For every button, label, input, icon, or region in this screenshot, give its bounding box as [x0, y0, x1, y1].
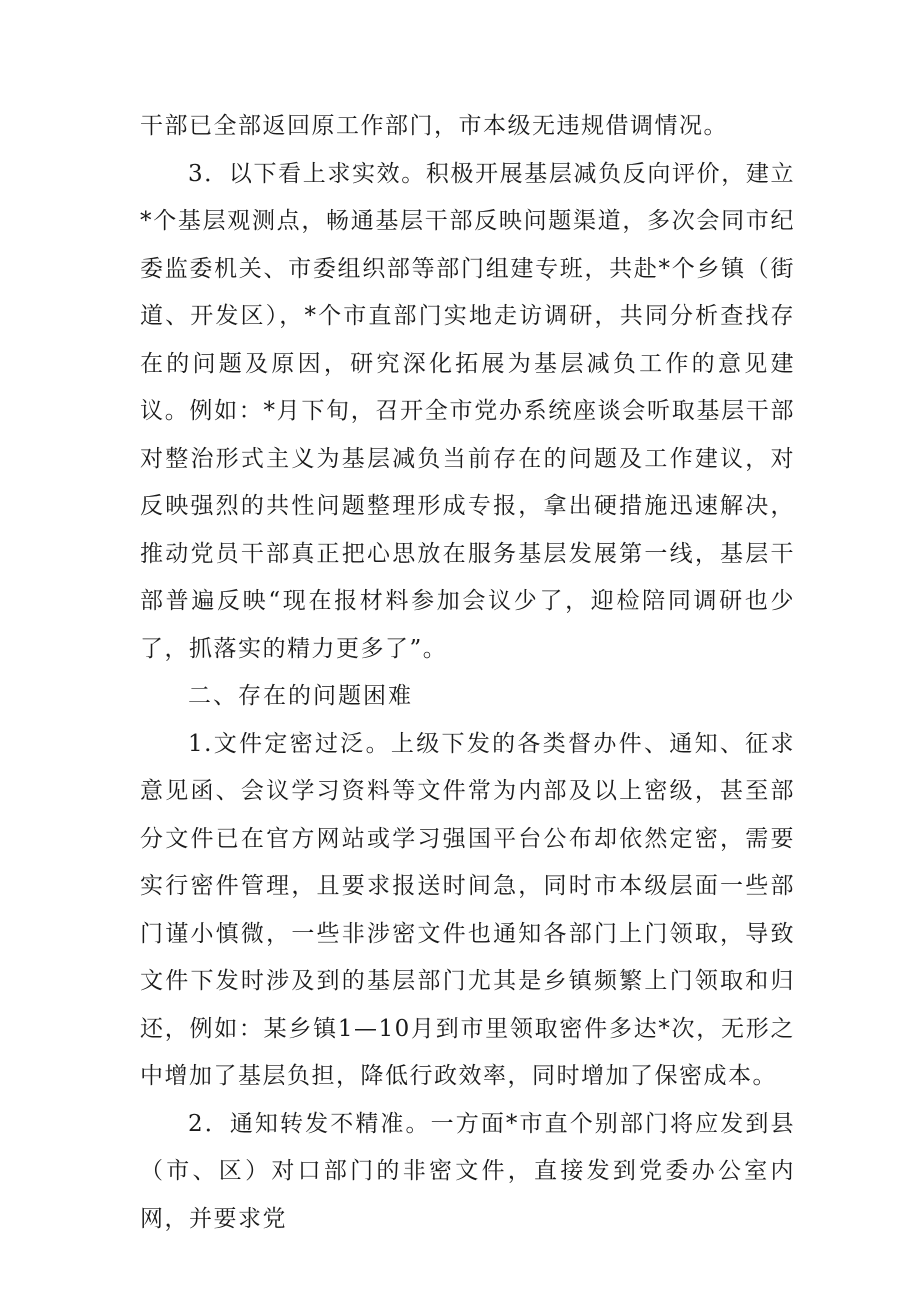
paragraph-continuation: 干部已全部返回原工作部门，市本级无违规借调情况。 [140, 113, 728, 139]
section-heading-problems: 二、存在的问题困难 [188, 683, 413, 709]
paragraph-problem-1: 1.文件定密过泛。上级下发的各类督办件、通知、征求意见函、会议学习资料等文件常为内部及以上密级，甚至部分文件已在官方网站或学习强国平台公布却依然定密，需要实行密件管理，且要求报送时间急，同时市本级层面一些部门谨小慎微，一些非涉密文件也通知各部门上门领取，导致文件下发时涉及到的基层部门尤其是乡镇频繁上门领取和归还，例如：某乡镇1—10月到市里领取密件多达*次，无形之中增加了基层负担，降低行政效率，同时增加了保密成本。 [140, 730, 795, 1089]
paragraph-problem-2: 2．通知转发不精准。一方面*市直个别部门将应发到县（市、区）对口部门的非密文件，直接发到党委办公室内网，并要求党 [140, 1110, 795, 1232]
paragraph-item-3: 3．以下看上求实效。积极开展基层减负反向评价，建立*个基层观测点，畅通基层干部反映问题渠道，多次会同市纪委监委机关、市委组织部等部门组建专班，共赴*个乡镇（街道、开发区），*个市直部门实地走访调研，共同分析查找存在的问题及原因，研究深化拓展为基层减负工作的意见建议。例如：*月下旬，召开全市党办系统座谈会听取基层干部对整治形式主义为基层减负当前存在的问题及工作建议，对反映强烈的共性问题整理形成专报，拿出硬措施迅速解决，推动党员干部真正把心思放在服务基层发展第一线，基层干部普遍反映“现在报材料参加会议少了，迎检陪同调研也少了，抓落实的精力更多了”。 [140, 160, 795, 662]
document-page [140, 103, 795, 1243]
